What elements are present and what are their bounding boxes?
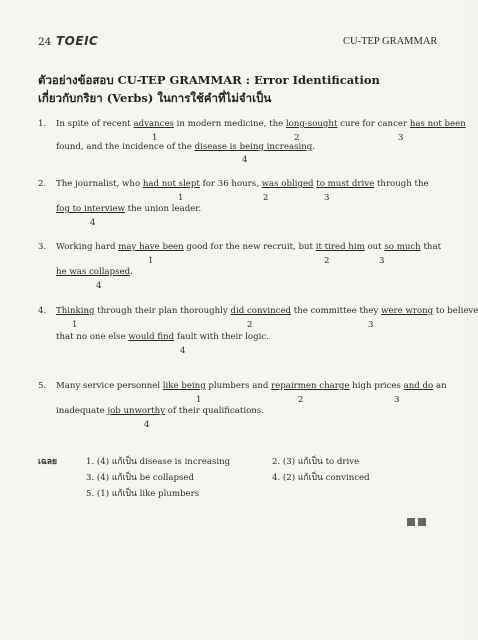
question-number: 2. bbox=[38, 179, 47, 189]
option-mark: 1 bbox=[72, 320, 78, 330]
option-mark: 2 bbox=[324, 256, 330, 266]
option-mark: 1 bbox=[178, 193, 184, 203]
question-5-line-1: Many service personnel like being plumbers and repairmen charge high prices and do an bbox=[56, 381, 447, 391]
answer-item: 5. (1) แก้เป็น like plumbers bbox=[86, 489, 200, 499]
question-5-line-2: inadequate job unworthy of their qualifications. bbox=[56, 406, 264, 416]
question-3-line-1: Working hard may have been good for the new recruit, but it tired him out so much that bbox=[56, 242, 442, 252]
option-mark: 3 bbox=[368, 320, 374, 330]
answer-key-label: เฉลย bbox=[38, 457, 58, 467]
option-mark: 4 bbox=[96, 281, 102, 291]
question-number: 1. bbox=[38, 119, 47, 129]
decorative-square bbox=[418, 518, 426, 526]
exercise-subtitle: เกี่ยวกับกริยา (Verbs) ในการใช้คำที่ไม่จำเป็น bbox=[38, 91, 272, 105]
question-number: 3. bbox=[38, 242, 47, 252]
option-mark: 1 bbox=[148, 256, 154, 266]
option-mark: 2 bbox=[298, 395, 304, 405]
answer-item: 4. (2) แก้เป็น convinced bbox=[272, 473, 370, 483]
answer-item: 2. (3) แก้เป็น to drive bbox=[272, 457, 360, 467]
option-mark: 3 bbox=[324, 193, 330, 203]
brand-logo: TOEIC bbox=[56, 34, 99, 48]
option-mark: 3 bbox=[379, 256, 385, 266]
question-2-line-2: fog to interview the union leader. bbox=[56, 204, 202, 214]
option-mark: 3 bbox=[394, 395, 400, 405]
section-title: CU-TEP GRAMMAR bbox=[343, 36, 438, 47]
question-number: 4. bbox=[38, 306, 47, 316]
question-number: 5. bbox=[38, 381, 47, 391]
option-mark: 4 bbox=[90, 218, 96, 228]
answer-item: 3. (4) แก้เป็น be collapsed bbox=[86, 473, 195, 483]
exercise-title: ตัวอย่างข้อสอบ CU-TEP GRAMMAR : Error Identification bbox=[38, 73, 380, 87]
question-3-line-2: he was collapsed. bbox=[56, 267, 133, 277]
option-mark: 4 bbox=[242, 155, 248, 165]
option-mark: 4 bbox=[180, 346, 186, 356]
option-mark: 1 bbox=[196, 395, 202, 405]
question-4-line-1: Thinking through their plan thoroughly did convinced the committee they were wrong to believe bbox=[56, 306, 478, 316]
question-1-line-2: found, and the incidence of the disease is being increasing. bbox=[56, 142, 316, 152]
option-mark: 3 bbox=[398, 133, 404, 143]
question-2-line-1: The journalist, who had not slept for 36 hours, was obliged to must drive through the bbox=[56, 179, 429, 189]
option-mark: 2 bbox=[294, 133, 300, 143]
question-1-line-1: In spite of recent advances in modern medicine, the long-sought cure for cancer has not been bbox=[56, 119, 466, 129]
page-number: 24 bbox=[38, 36, 52, 48]
option-mark: 1 bbox=[152, 133, 158, 143]
option-mark: 2 bbox=[263, 193, 269, 203]
decorative-square bbox=[407, 518, 415, 526]
option-mark: 4 bbox=[144, 420, 150, 430]
question-4-line-2: that no one else would find fault with their logic. bbox=[56, 332, 269, 342]
option-mark: 2 bbox=[247, 320, 253, 330]
answer-item: 1. (4) แก้เป็น disease is increasing bbox=[86, 457, 231, 467]
